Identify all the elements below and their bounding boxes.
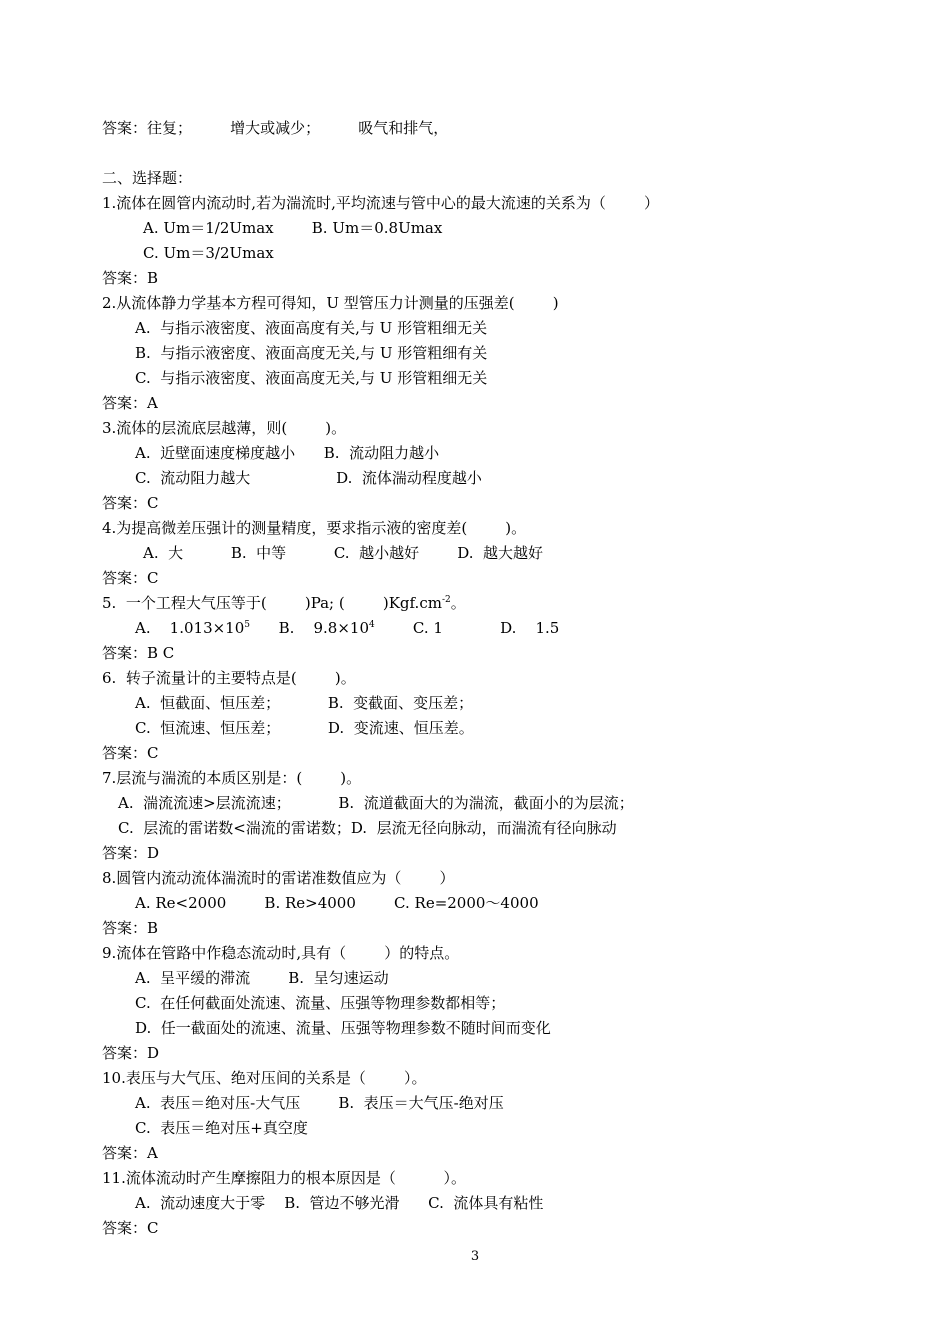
answer-line: 答案：D: [102, 844, 160, 862]
question-8: 8.圆管内流动流体湍流时的雷诺准数值应为（ ）: [102, 869, 455, 887]
question-10: 10.表压与大气压、绝对压间的关系是（ ）。: [102, 1069, 427, 1087]
option-line: A. 流动速度大于零 B. 管边不够光滑 C. 流体具有粘性: [135, 1194, 544, 1212]
option-line: A. 近壁面速度梯度越小 B. 流动阻力越小: [135, 444, 440, 462]
answer-line: 答案：C: [102, 744, 159, 762]
question-9: 9.流体在管路中作稳态流动时,具有（ ）的特点。: [102, 944, 460, 962]
option-line: C. 与指示液密度、液面高度无关,与 U 形管粗细无关: [135, 369, 488, 387]
option-line: C. 在任何截面处流速、流量、压强等物理参数都相等；: [135, 994, 506, 1012]
superscript: 5: [244, 620, 251, 630]
option-line: A. 湍流流速>层流流速； B. 流道截面大的为湍流，截面小的为层流；: [118, 794, 634, 812]
section-heading: 二、选择题：: [102, 169, 193, 187]
answer-line: 答案：A: [102, 394, 158, 412]
answer-line: 答案：C: [102, 494, 159, 512]
option-line: A. Um＝1/2Umax B. Um＝0.8Umax: [143, 219, 443, 237]
option-line: A. 呈平缓的滞流 B. 呈匀速运动: [135, 969, 389, 987]
question-2: 2.从流体静力学基本方程可得知，U 型管压力计测量的压强差( ): [102, 294, 559, 312]
question-6: 6. 转子流量计的主要特点是( )。: [102, 669, 356, 687]
question-5-tail: 。: [450, 594, 466, 612]
page-number: 3: [470, 1249, 480, 1264]
answer-line: 答案：C: [102, 569, 159, 587]
option-line: A. 恒截面、恒压差； B. 变截面、变压差；: [135, 694, 474, 712]
question-11: 11.流体流动时产生摩擦阻力的根本原因是（ ）。: [102, 1169, 467, 1187]
option-line: C. Um＝3/2Umax: [143, 244, 274, 262]
option-line: A. 与指示液密度、液面高度有关,与 U 形管粗细无关: [135, 319, 488, 337]
question-1: 1.流体在圆管内流动时,若为湍流时,平均流速与管中心的最大流速的关系为（ ）: [102, 194, 659, 212]
answer-line: 答案：往复； 增大或减少； 吸气和排气，: [102, 119, 449, 137]
question-3: 3.流体的层流底层越薄，则( )。: [102, 419, 347, 437]
option-line: B. 与指示液密度、液面高度无关,与 U 形管粗细有关: [135, 344, 488, 362]
superscript: 4: [369, 620, 375, 630]
option-line: C. 表压＝绝对压+真空度: [135, 1119, 308, 1137]
option-line: A. Re<2000 B. Re>4000 C. Re=2000～4000: [135, 894, 539, 912]
answer-line: 答案：C: [102, 1219, 159, 1237]
question-5: [102, 593, 466, 613]
option-line: A. 表压＝绝对压-大气压 B. 表压＝大气压-绝对压: [135, 1094, 504, 1112]
answer-line: 答案：A: [102, 1144, 158, 1162]
option-line: [135, 618, 559, 638]
option-a: A. 1.013×10: [135, 619, 245, 637]
option-line: C. 恒流速、恒压差； D. 变流速、恒压差。: [135, 719, 474, 737]
question-7: 7.层流与湍流的本质区别是：( )。: [102, 769, 362, 787]
question-5-text: 5. 一个工程大气压等于( )Pa; ( )Kgf.cm: [102, 594, 442, 612]
answer-line: 答案：B: [102, 919, 159, 937]
option-cd: C. 1 D. 1.5: [374, 619, 560, 637]
superscript: -2: [441, 595, 451, 605]
answer-line: 答案：D: [102, 1044, 160, 1062]
answer-line: 答案：B C: [102, 644, 175, 662]
question-4: 4.为提高微差压强计的测量精度，要求指示液的密度差( )。: [102, 519, 527, 537]
option-line: D. 任一截面处的流速、流量、压强等物理参数不随时间而变化: [135, 1019, 551, 1037]
option-line: A. 大 B. 中等 C. 越小越好 D. 越大越好: [143, 544, 544, 562]
option-line: C. 流动阻力越大 D. 流体湍动程度越小: [135, 469, 482, 487]
option-line: C. 层流的雷诺数<湍流的雷诺数；D. 层流无径向脉动，而湍流有径向脉动: [118, 819, 617, 837]
answer-line: 答案：B: [102, 269, 159, 287]
option-b: B. 9.8×10: [250, 619, 369, 637]
